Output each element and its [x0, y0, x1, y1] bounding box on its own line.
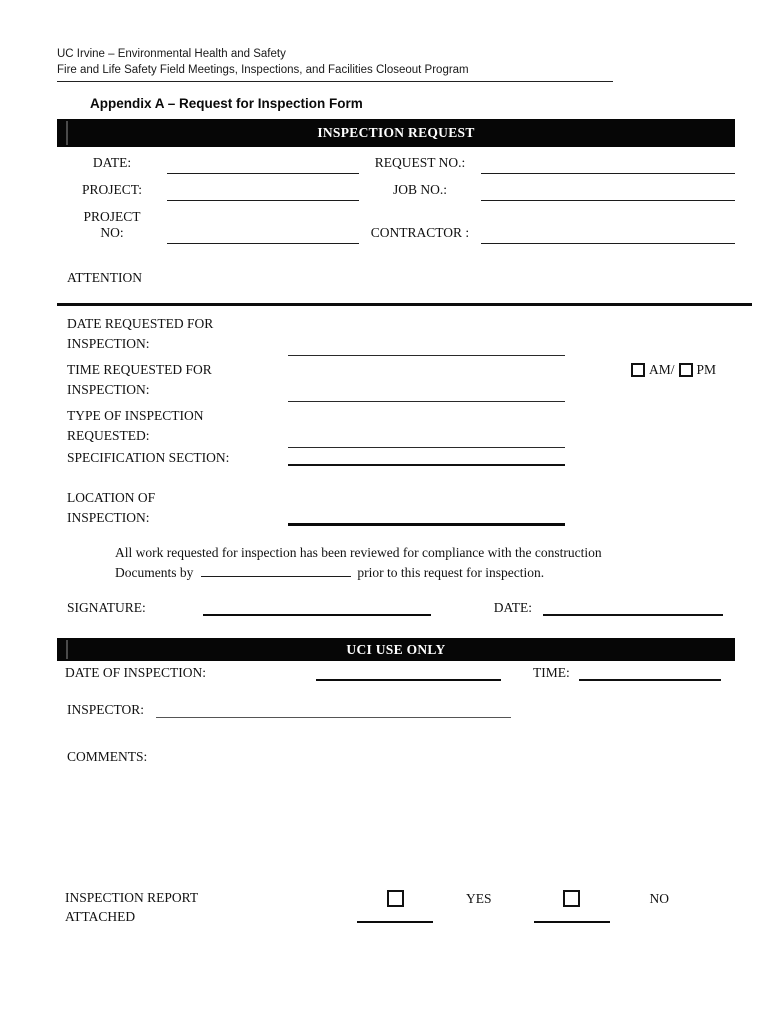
- job-no-field-line[interactable]: [481, 200, 735, 201]
- documents-by-field-line[interactable]: [201, 563, 351, 577]
- bar-left-notch: [66, 121, 68, 145]
- job-no-label: JOB NO.:: [392, 182, 447, 198]
- contractor-label: CONTRACTOR :: [370, 225, 470, 241]
- document-header: [57, 47, 735, 78]
- inspector-field-line[interactable]: [156, 703, 511, 718]
- signature-date-label: DATE:: [493, 599, 533, 615]
- appendix-title: Appendix A – Request for Inspection Form: [90, 96, 363, 112]
- form-row-project-job: [57, 174, 735, 201]
- compliance-after-blank: prior to this request for inspection.: [357, 564, 545, 580]
- report-attached-row: [57, 888, 735, 927]
- request-no-field-line[interactable]: [481, 173, 735, 174]
- date-requested-field-line[interactable]: [288, 313, 565, 356]
- time-requested-field-line[interactable]: [288, 359, 565, 402]
- type-requested-field-line[interactable]: [288, 405, 565, 448]
- pm-label: PM: [696, 362, 717, 378]
- am-checkbox[interactable]: [631, 363, 645, 377]
- time-requested-label: TIME REQUESTED FOR INSPECTION:: [67, 362, 212, 397]
- date-of-inspection-row: [57, 664, 735, 681]
- am-label: AM/: [649, 362, 675, 378]
- no-checkbox[interactable]: [563, 890, 580, 907]
- specification-section-label: SPECIFICATION SECTION:: [67, 450, 230, 466]
- compliance-line1: All work requested for inspection has been reviewed for compliance with the construction: [115, 545, 602, 561]
- program-title: Fire and Life Safety Field Meetings, Inspections, and Facilities Closeout Program: [57, 63, 469, 76]
- type-requested-label: TYPE OF INSPECTION REQUESTED:: [67, 408, 204, 443]
- form-row-projectno-contractor: [57, 201, 735, 244]
- date-field-line[interactable]: [167, 173, 359, 174]
- attention-label: ATTENTION: [67, 270, 142, 286]
- form-row-date-requested: [57, 314, 735, 356]
- org-title: UC Irvine – Environmental Health and Safety: [57, 48, 286, 60]
- pm-checkbox[interactable]: [679, 363, 693, 377]
- header-divider: [57, 81, 613, 82]
- compliance-before-blank: Documents by: [115, 564, 194, 580]
- signature-field-line[interactable]: [203, 599, 431, 616]
- inspection-request-section-title: INSPECTION REQUEST: [317, 125, 475, 141]
- signature-row: [57, 599, 735, 616]
- uci-use-only-section-title: UCI USE ONLY: [346, 641, 446, 657]
- uci-use-only-section-bar: [57, 638, 735, 661]
- contractor-field-line[interactable]: [481, 243, 735, 244]
- report-attached-label: INSPECTION REPORT ATTACHED: [65, 889, 198, 925]
- form-row-type-requested: [57, 406, 735, 448]
- location-field-line[interactable]: [288, 485, 565, 526]
- bar-left-notch: [66, 640, 68, 659]
- project-no-label: PROJECT NO:: [83, 209, 141, 241]
- yes-checkbox-underline: [357, 921, 433, 923]
- date-of-inspection-label: DATE OF INSPECTION:: [65, 664, 207, 680]
- specification-field-line[interactable]: [288, 446, 565, 466]
- inspector-row: [57, 702, 735, 718]
- project-label: PROJECT:: [81, 182, 143, 198]
- form-row-specification: [57, 448, 735, 466]
- time-field-line[interactable]: [579, 664, 721, 681]
- request-no-label: REQUEST NO.:: [374, 155, 466, 171]
- yes-checkbox-group: [357, 888, 433, 927]
- inspection-request-section-bar: [57, 119, 735, 147]
- inspector-label: INSPECTOR:: [67, 701, 145, 717]
- form-row-date-request: [57, 147, 735, 174]
- location-label: LOCATION OF INSPECTION:: [67, 490, 156, 525]
- time-label: TIME:: [533, 664, 570, 680]
- signature-label: SIGNATURE:: [67, 599, 146, 615]
- date-requested-label: DATE REQUESTED FOR INSPECTION:: [67, 316, 214, 351]
- ampm-checkbox-group: [631, 362, 716, 378]
- no-label: NO: [649, 890, 670, 906]
- attention-divider: [57, 303, 752, 306]
- project-no-field-line[interactable]: [167, 243, 359, 244]
- date-label: DATE:: [92, 155, 132, 171]
- no-checkbox-group: [534, 888, 610, 927]
- project-field-line[interactable]: [167, 200, 359, 201]
- form-row-location: [57, 488, 735, 526]
- yes-label: YES: [466, 890, 492, 906]
- signature-date-field-line[interactable]: [543, 599, 723, 616]
- no-checkbox-underline: [534, 921, 610, 923]
- date-of-inspection-field-line[interactable]: [316, 664, 501, 681]
- compliance-statement: [115, 544, 667, 583]
- form-row-time-requested: [57, 360, 735, 402]
- yes-checkbox[interactable]: [387, 890, 404, 907]
- comments-label: COMMENTS:: [67, 748, 148, 764]
